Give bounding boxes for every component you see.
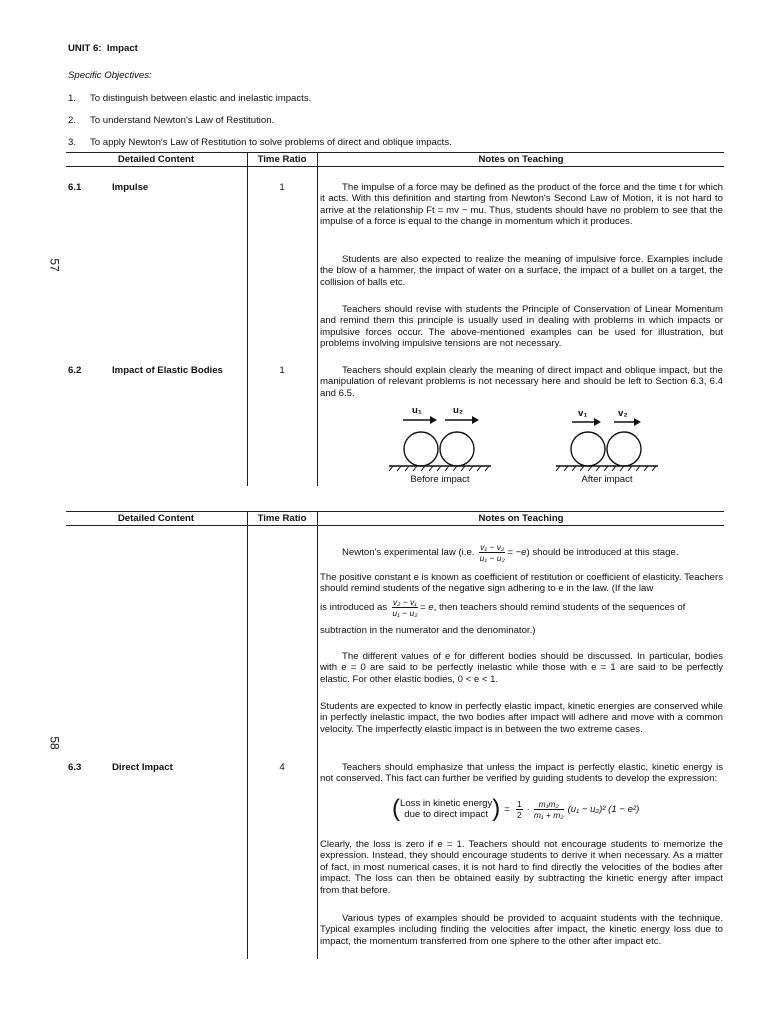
sphere: [440, 432, 474, 466]
table-rule: [66, 166, 724, 167]
section-number: 6.1: [68, 182, 82, 193]
col-header-ratio: Time Ratio: [257, 513, 307, 524]
unit-label: UNIT 6:: [68, 43, 102, 54]
ground-hatching: [389, 466, 489, 471]
objective-num: 2.: [68, 115, 77, 126]
fraction-numerator: v₁ − v₂: [480, 542, 505, 552]
fraction-numerator: v₂ − v₁: [392, 597, 417, 607]
fraction-denominator: 2: [516, 809, 522, 820]
sphere: [404, 432, 438, 466]
note-paragraph: Teachers should emphasize that unless the impact is perfectly elastic, kinetic energy is not conserved. This fact can further be verified by guiding students to develop the expression:: [320, 762, 723, 785]
column-divider: [317, 511, 318, 959]
formula-tail: (u₁ − u₂)² (1 − e²): [567, 803, 640, 815]
unit-title: Impact: [106, 43, 138, 54]
sphere: [571, 432, 605, 466]
time-ratio: 1: [279, 365, 285, 376]
note-paragraph: subtraction in the numerator and the denominator.): [320, 625, 536, 636]
section-title: Impact of Elastic Bodies: [112, 365, 223, 376]
law-fraction: [479, 542, 505, 563]
fraction-denominator: u₁ − u₂: [392, 608, 418, 618]
table-rule: [66, 525, 724, 526]
note-paragraph: Clearly, the loss is zero if e = 1. Teachers should not encourage students to memorize the expression. Instead, they should encourage students to derive it when necessary. As a matter of fact, in most numerical cases, it is not hard to find directly the velocities of the bodies after impact. The loss can then be obtained easily by subtracting the kinetic energy after impact from that before.: [320, 839, 723, 896]
objective-text: To understand Newton's Law of Restitution.: [90, 115, 275, 126]
column-divider: [317, 152, 318, 486]
note-paragraph: The different values of e for different bodies should be discussed. In particular, bodies with e = 0 are said to be perfectly inelastic while those with e = 1 are said to be perfectly elastic. For other elastic bodies, 0 < e < 1.: [320, 651, 723, 685]
dot-operator: ·: [526, 803, 530, 815]
table-rule: [66, 511, 724, 512]
note-paragraph: Teachers should revise with students the Principle of Conservation of Linear Momentum and remind them this principle is usually used in dealing with problems in which impacts or impulsive forces occur. The above-mentioned examples can be used for illustration, but problems involving impulsive tensions are not necessary.: [320, 304, 723, 350]
left-paren: (: [392, 795, 400, 822]
velocity-arrow: [445, 416, 479, 424]
objective-num: 3.: [68, 137, 77, 148]
col-header-ratio: Time Ratio: [257, 154, 307, 165]
figure-caption: After impact: [581, 474, 633, 485]
after-impact-diagram: [552, 403, 662, 473]
intro-fraction: [392, 597, 418, 618]
fraction-denominator: m₁ + m₂: [533, 809, 564, 820]
formula-rhs: = −e: [507, 547, 527, 559]
section-number: 6.2: [68, 365, 82, 376]
text-run: is introduced as: [320, 602, 388, 614]
col-header-content: Detailed Content: [117, 154, 195, 165]
note-paragraph: The positive constant e is known as coefficient of restitution or coefficient of elasticity. Teachers should remind students of the negative sign adhering to e in the law. (If the law: [320, 572, 723, 595]
objective-text: To apply Newton's Law of Restitution to solve problems of direct and oblique impacts.: [90, 137, 452, 148]
newton-law-line: [342, 542, 723, 563]
before-impact-diagram: [385, 403, 495, 473]
energy-loss-formula: [392, 797, 639, 821]
note-paragraph: Students are expected to know in perfectly elastic impact, kinetic energies are conserved while in perfectly inelastic impact, the two bodies after impact will adhere and move with a common velocity. The imperfectly elastic impact is in between the two extreme cases.: [320, 701, 723, 735]
velocity-arrow: [403, 416, 437, 424]
half-fraction: [516, 799, 523, 820]
page-number: 57: [47, 258, 62, 272]
col-header-notes: Notes on Teaching: [478, 154, 564, 165]
fraction-numerator: 1: [516, 798, 522, 809]
section-title: Impulse: [112, 182, 149, 193]
note-paragraph: Teachers should explain clearly the meaning of direct impact and oblique impact, but the manipulation of relevant problems is not necessary here and should be left to Section 6.3, 6.4 and 6.5.: [320, 365, 723, 399]
right-paren: ): [492, 795, 501, 822]
velocity-label: u₂: [453, 405, 464, 416]
objective-num: 1.: [68, 93, 77, 104]
loss-label-line: Loss in kinetic energy: [400, 798, 493, 809]
page-number: 58: [47, 736, 62, 750]
fraction-numerator: m₁m₂: [534, 799, 564, 810]
velocity-label: u₁: [412, 405, 422, 416]
ground-hatching: [556, 466, 656, 471]
loss-label-line: due to direct impact: [404, 809, 488, 820]
velocity-arrow: [614, 418, 641, 426]
note-paragraph: Various types of examples should be provided to acquaint students with the technique. Typical examples including finding the velocities after impact, the kinetic energy loss due to impact, the momentum transferred from one sphere to the other after impact etc.: [320, 913, 723, 947]
figure-caption: Before impact: [410, 474, 470, 485]
note-paragraph: Students are also expected to realize the meaning of impulsive force. Examples include the blow of a hammer, the impact of water on a surface, the impact of a bullet on a target, the collision of balls etc.: [320, 254, 723, 288]
column-divider: [247, 152, 248, 486]
col-header-notes: Notes on Teaching: [478, 513, 564, 524]
sphere: [607, 432, 641, 466]
col-header-content: Detailed Content: [117, 513, 195, 524]
column-divider: [247, 511, 248, 959]
section-title: Direct Impact: [112, 762, 173, 773]
equals-sign: =: [504, 803, 510, 815]
velocity-label: v₂: [618, 408, 628, 419]
velocity-label: v₁: [578, 408, 588, 419]
velocity-arrow: [572, 418, 601, 426]
loss-label: [400, 798, 492, 820]
objectives-heading: Specific Objectives:: [68, 70, 152, 81]
note-paragraph: The impulse of a force may be defined as the product of the force and the time t for which it acts. With this definition and starting from Newton's Second Law of Motion, it is not hard to arrive at the relationship Ft = mv − mu. Thus, students should have no problem to see that the impulse of a force is equal to the change in momentum which it produces.: [320, 182, 723, 228]
time-ratio: 4: [279, 762, 285, 773]
fraction-denominator: u₁ − u₂: [479, 553, 505, 563]
objective-text: To distinguish between elastic and inelastic impacts.: [90, 93, 312, 104]
intro-formula-line: [320, 597, 723, 618]
text-run: , then teachers should remind students of the sequences of: [433, 602, 686, 614]
unit-heading: [68, 43, 138, 54]
text-run: Newton's experimental law (i.e.: [342, 547, 475, 559]
mass-fraction: [534, 799, 564, 820]
time-ratio: 1: [279, 182, 285, 193]
table-rule: [66, 152, 724, 153]
text-run: ) should be introduced at this stage.: [526, 547, 679, 559]
section-number: 6.3: [68, 762, 82, 773]
formula-rhs: = e: [420, 602, 434, 614]
